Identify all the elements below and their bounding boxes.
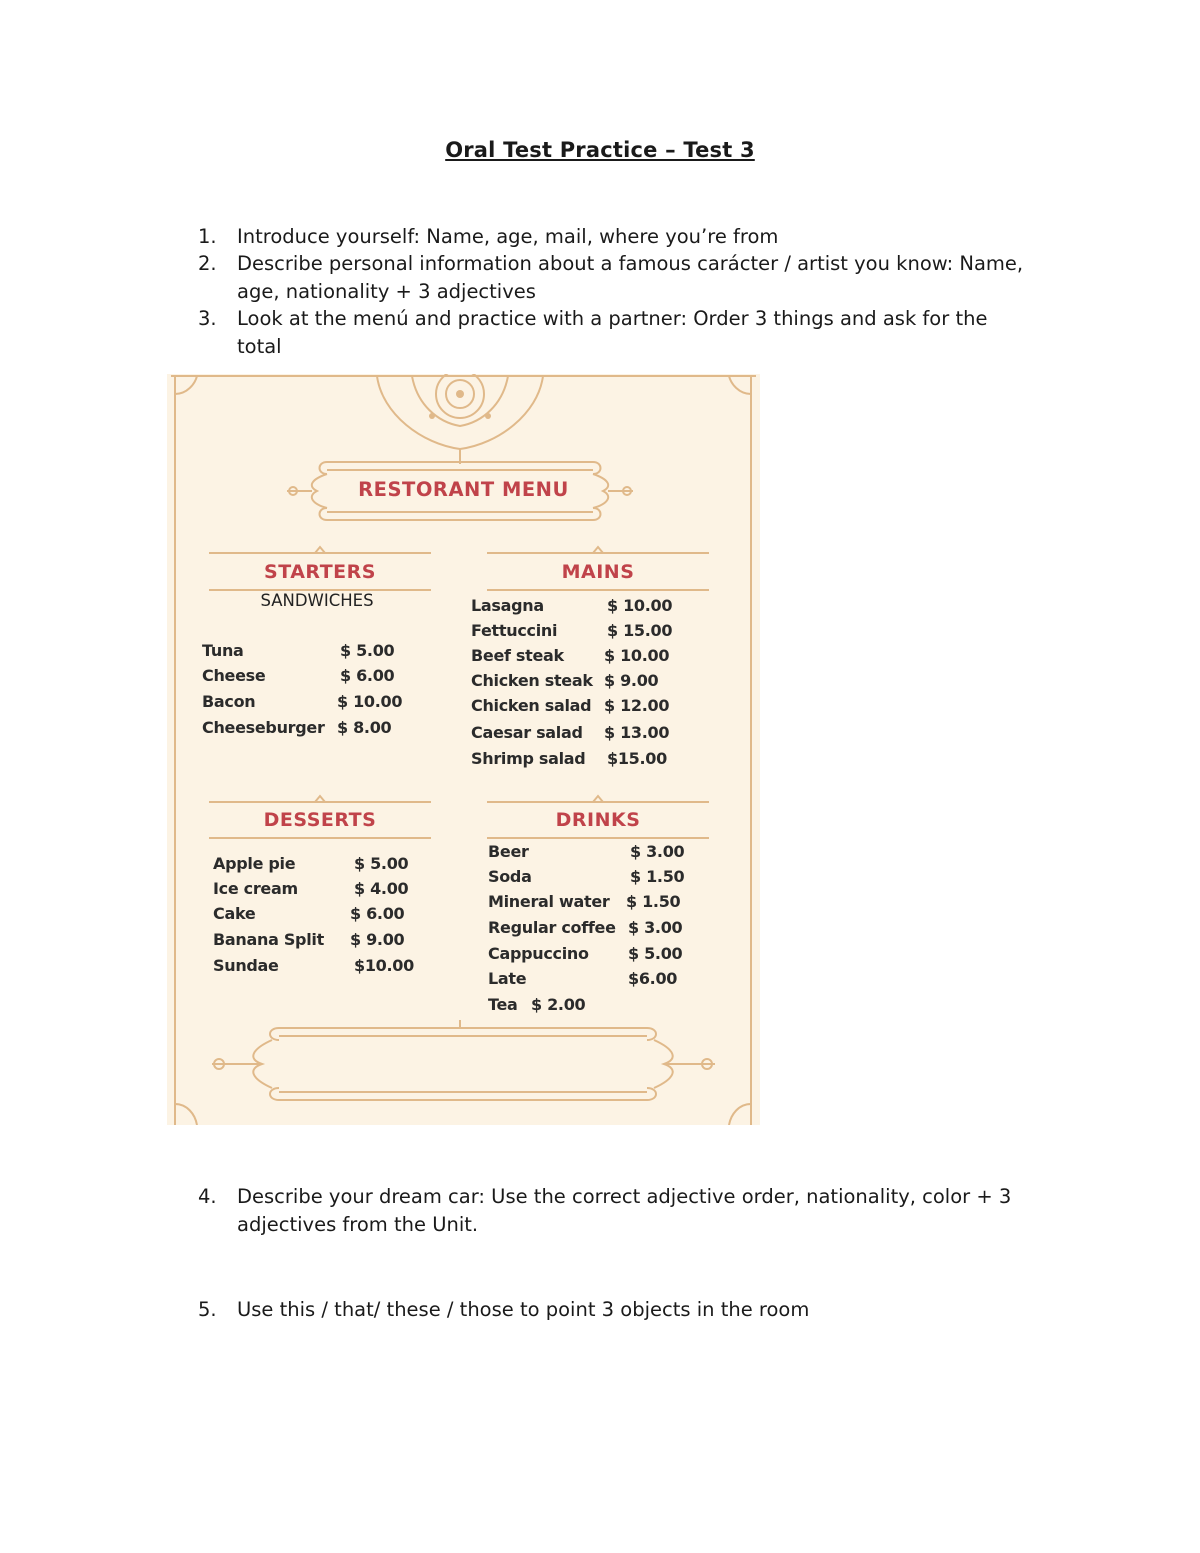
menu-item-price: $ 2.00: [531, 995, 586, 1014]
menu-item-name: Late: [488, 969, 527, 988]
menu-item-price: $ 3.00: [630, 842, 685, 861]
menu-item-name: Ice cream: [213, 879, 298, 898]
question-text: Look at the menú and practice with a partner: Order 3 things and ask for the total: [237, 307, 988, 358]
question-number: 4.: [198, 1185, 217, 1208]
menu-item-price: $ 6.00: [350, 904, 405, 923]
menu-item-name: Regular coffee: [488, 918, 616, 937]
menu-item-price: $ 10.00: [337, 692, 403, 711]
menu-item-price: $ 5.00: [628, 944, 683, 963]
menu-item-price: $6.00: [628, 969, 678, 988]
menu-item-name: Bacon: [202, 692, 256, 711]
menu-item-name: Apple pie: [213, 854, 296, 873]
menu-item-price: $ 5.00: [340, 641, 395, 660]
mains-heading: MAINS: [561, 561, 635, 583]
menu-item-name: Chicken salad: [471, 696, 592, 715]
menu-item-price: $ 8.00: [337, 718, 392, 737]
menu-item-name: Cappuccino: [488, 944, 589, 963]
question-number: 3.: [198, 307, 217, 330]
question-3: [198, 305, 1038, 360]
menu-item-name: Lasagna: [471, 596, 544, 615]
menu-item-name: Banana Split: [213, 930, 324, 949]
menu-item-price: $ 10.00: [607, 596, 673, 615]
menu-item-price: $ 13.00: [604, 723, 670, 742]
menu-item-price: $ 10.00: [604, 646, 670, 665]
menu-item-name: Cheese: [202, 666, 266, 685]
question-number: 5.: [198, 1298, 217, 1321]
menu-item-name: Soda: [488, 867, 532, 886]
menu-item-price: $ 3.00: [628, 918, 683, 937]
menu-item-price: $ 6.00: [340, 666, 395, 685]
menu-item-name: Tea: [488, 995, 518, 1014]
question-text: Describe your dream car: Use the correct adjective order, nationality, color + 3 adjectives from the Unit.: [237, 1185, 1012, 1236]
menu-item-name: Tuna: [202, 641, 244, 660]
menu-item-price: $ 9.00: [604, 671, 659, 690]
question-1: [198, 223, 1038, 251]
menu-item-name: Chicken steak: [471, 671, 593, 690]
question-4: [198, 1183, 1038, 1238]
menu-item-name: Sundae: [213, 956, 279, 975]
menu-item-name: Cake: [213, 904, 256, 923]
restaurant-menu-image: [167, 374, 760, 1125]
menu-item-price: $ 4.00: [354, 879, 409, 898]
menu-item-name: Cheeseburger: [202, 718, 325, 737]
menu-item-price: $15.00: [607, 749, 667, 768]
desserts-heading: DESSERTS: [263, 809, 377, 831]
question-text: Describe personal information about a famous carácter / artist you know: Name, age, nationality + 3 adjectives: [237, 252, 1024, 303]
menu-item-name: Fettuccini: [471, 621, 558, 640]
menu-item-price: $ 1.50: [630, 867, 685, 886]
menu-item-name: Beer: [488, 842, 529, 861]
question-number: 2.: [198, 252, 217, 275]
menu-item-name: Caesar salad: [471, 723, 583, 742]
menu-item-name: Shrimp salad: [471, 749, 586, 768]
menu-item-price: $ 15.00: [607, 621, 673, 640]
sandwiches-subheading: SANDWICHES: [260, 591, 374, 610]
menu-item-price: $ 5.00: [354, 854, 409, 873]
page-title: Oral Test Practice – Test 3: [445, 138, 755, 162]
menu-item-price: $10.00: [354, 956, 414, 975]
question-5: [198, 1296, 1038, 1324]
menu-item-price: $ 1.50: [626, 892, 681, 911]
question-2: [198, 250, 1038, 305]
drinks-heading: DRINKS: [555, 809, 641, 831]
menu-item-price: $ 12.00: [604, 696, 670, 715]
menu-item-name: Mineral water: [488, 892, 610, 911]
starters-heading: STARTERS: [264, 561, 376, 583]
question-text: Introduce yourself: Name, age, mail, where you’re from: [237, 225, 779, 248]
menu-title: RESTORANT MENU: [358, 478, 569, 501]
menu-item-price: $ 9.00: [350, 930, 405, 949]
question-text: Use this / that/ these / those to point 3 objects in the room: [237, 1298, 810, 1321]
question-number: 1.: [198, 225, 217, 248]
menu-item-name: Beef steak: [471, 646, 564, 665]
